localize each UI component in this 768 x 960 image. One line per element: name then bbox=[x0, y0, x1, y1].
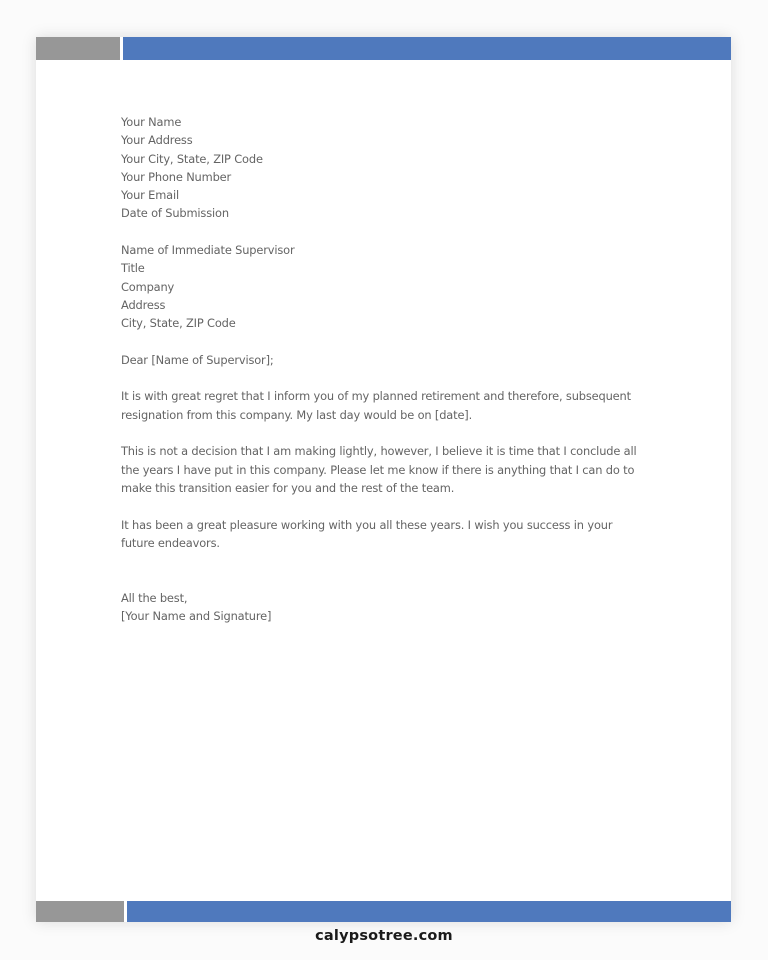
body-paragraph-1: It is with great regret that I inform you of my planned retirement and therefore, subsequent resignation from this company. My last day would be on [date]. bbox=[121, 389, 631, 422]
sender-email: Your Email bbox=[121, 188, 180, 203]
header-gray-block bbox=[36, 37, 120, 60]
footer-bar bbox=[36, 901, 731, 922]
footer-gray-block bbox=[36, 901, 124, 922]
recipient-company: Company bbox=[121, 279, 175, 294]
body-paragraph-2: This is not a decision that I am making lightly, however, I believe it is time that I conclude all the years I have put in this company. Please let me know if there is anything that I can do to make this transition easier for you and the rest of the team. bbox=[121, 444, 637, 495]
submission-date: Date of Submission bbox=[121, 206, 229, 221]
sender-city-state-zip: Your City, State, ZIP Code bbox=[121, 151, 263, 166]
signature: [Your Name and Signature] bbox=[121, 609, 272, 624]
recipient-city-state-zip: City, State, ZIP Code bbox=[121, 316, 236, 331]
header-blue-block bbox=[123, 37, 731, 60]
footer-blue-block bbox=[127, 901, 731, 922]
letter-body bbox=[121, 113, 641, 625]
recipient-address-line: Address bbox=[121, 297, 166, 312]
sender-name: Your Name bbox=[121, 115, 182, 129]
recipient-address bbox=[121, 241, 641, 332]
sender-phone: Your Phone Number bbox=[121, 169, 232, 184]
recipient-name: Name of Immediate Supervisor bbox=[121, 243, 295, 258]
recipient-title: Title bbox=[121, 261, 145, 276]
salutation: Dear [Name of Supervisor]; bbox=[121, 352, 274, 367]
site-watermark: calypsotree.com bbox=[315, 928, 453, 944]
header-bar bbox=[36, 37, 731, 60]
body-paragraph-3: It has been a great pleasure working with you all these years. I wish you success in your future endeavors. bbox=[121, 517, 613, 550]
sender-address bbox=[121, 113, 641, 223]
letter-page bbox=[36, 37, 731, 922]
valediction: All the best, bbox=[121, 590, 188, 605]
sender-address-line: Your Address bbox=[121, 133, 193, 148]
